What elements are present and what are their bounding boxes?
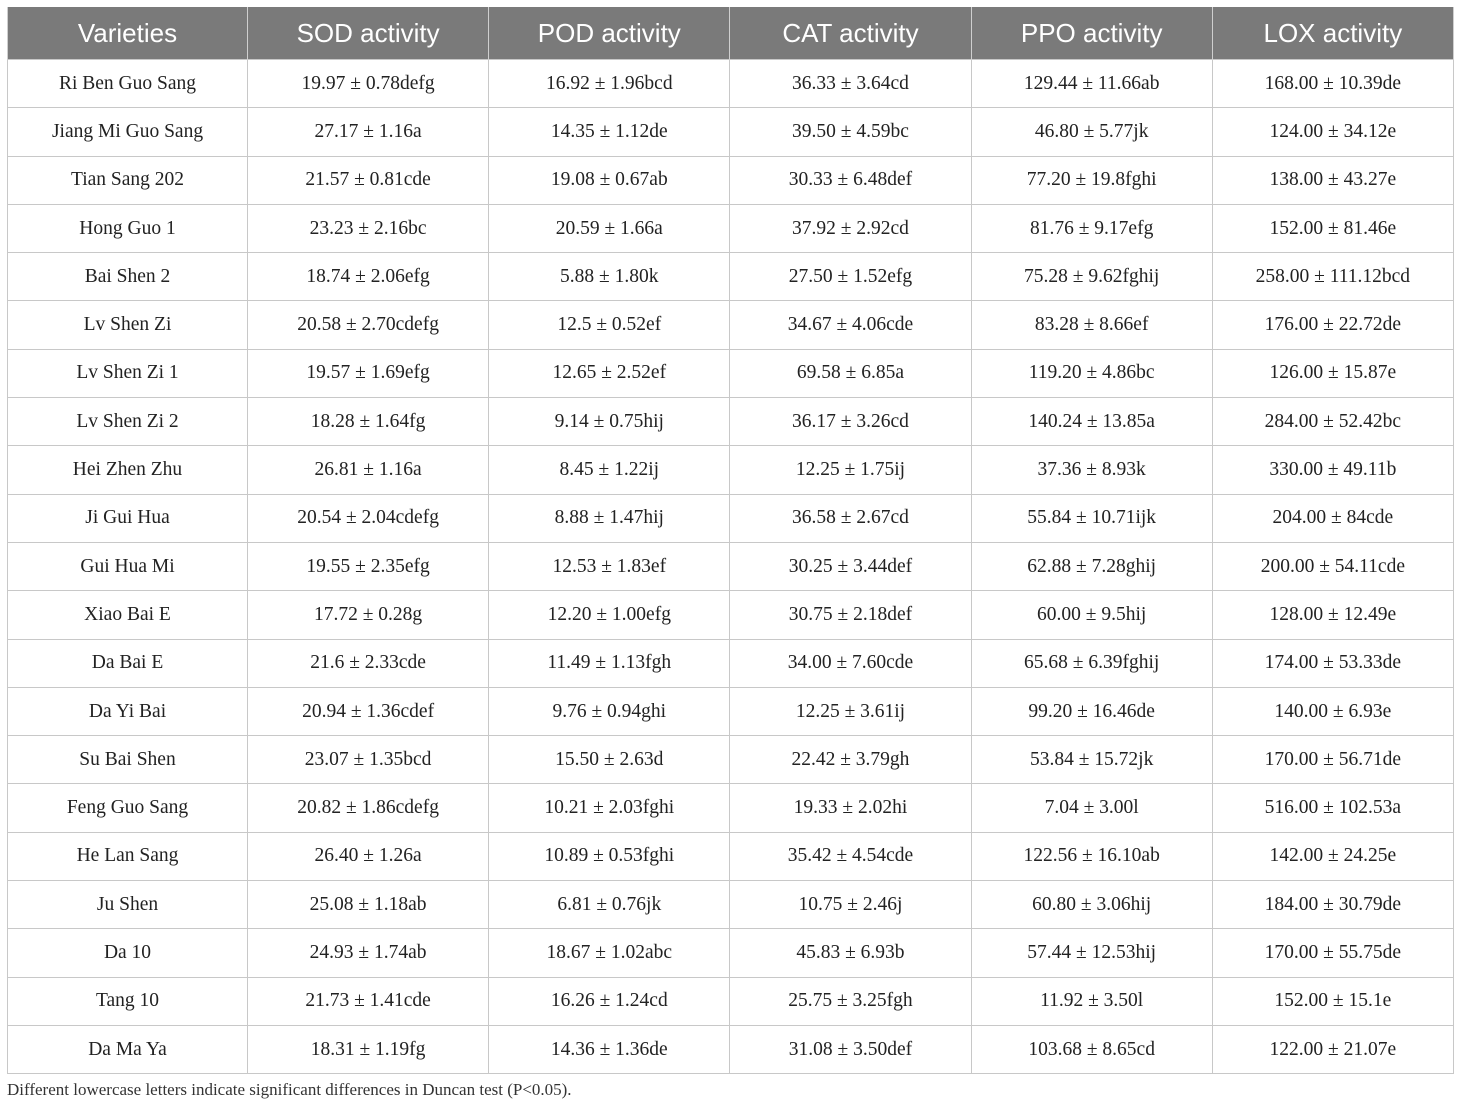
value-cell: 27.17 ± 1.16a: [248, 108, 489, 156]
value-cell: 124.00 ± 34.12e: [1212, 108, 1453, 156]
value-cell: 103.68 ± 8.65cd: [971, 1025, 1212, 1073]
value-cell: 122.56 ± 16.10ab: [971, 832, 1212, 880]
value-cell: 12.5 ± 0.52ef: [489, 301, 730, 349]
value-cell: 99.20 ± 16.46de: [971, 687, 1212, 735]
value-cell: 20.94 ± 1.36cdef: [248, 687, 489, 735]
table-footnote: Different lowercase letters indicate significant differences in Duncan test (P<0.05).: [7, 1080, 572, 1099]
value-cell: 20.58 ± 2.70cdefg: [248, 301, 489, 349]
value-cell: 26.40 ± 1.26a: [248, 832, 489, 880]
value-cell: 5.88 ± 1.80k: [489, 253, 730, 301]
value-cell: 81.76 ± 9.17efg: [971, 204, 1212, 252]
value-cell: 8.45 ± 1.22ij: [489, 446, 730, 494]
value-cell: 16.92 ± 1.96bcd: [489, 60, 730, 108]
value-cell: 60.00 ± 9.5hij: [971, 591, 1212, 639]
value-cell: 16.26 ± 1.24cd: [489, 977, 730, 1025]
value-cell: 62.88 ± 7.28ghij: [971, 542, 1212, 590]
table-row: [8, 784, 1454, 832]
value-cell: 122.00 ± 21.07e: [1212, 1025, 1453, 1073]
value-cell: 57.44 ± 12.53hij: [971, 929, 1212, 977]
value-cell: 34.67 ± 4.06cde: [730, 301, 971, 349]
value-cell: 45.83 ± 6.93b: [730, 929, 971, 977]
value-cell: 77.20 ± 19.8fghi: [971, 156, 1212, 204]
column-header: LOX activity: [1212, 7, 1453, 60]
value-cell: 330.00 ± 49.11b: [1212, 446, 1453, 494]
table-row: [8, 1025, 1454, 1073]
value-cell: 12.25 ± 3.61ij: [730, 687, 971, 735]
table-row: [8, 494, 1454, 542]
table-header: [8, 7, 1454, 60]
value-cell: 126.00 ± 15.87e: [1212, 349, 1453, 397]
value-cell: 39.50 ± 4.59bc: [730, 108, 971, 156]
table-row: [8, 687, 1454, 735]
value-cell: 55.84 ± 10.71ijk: [971, 494, 1212, 542]
table-row: [8, 253, 1454, 301]
value-cell: 30.33 ± 6.48def: [730, 156, 971, 204]
value-cell: 60.80 ± 3.06hij: [971, 881, 1212, 929]
table-row: [8, 398, 1454, 446]
table-row: [8, 60, 1454, 108]
value-cell: 46.80 ± 5.77jk: [971, 108, 1212, 156]
column-header: POD activity: [489, 7, 730, 60]
value-cell: 128.00 ± 12.49e: [1212, 591, 1453, 639]
value-cell: 34.00 ± 7.60cde: [730, 639, 971, 687]
value-cell: 10.89 ± 0.53fghi: [489, 832, 730, 880]
table-row: [8, 736, 1454, 784]
variety-cell: Da Ma Ya: [8, 1025, 248, 1073]
table-row: [8, 929, 1454, 977]
value-cell: 176.00 ± 22.72de: [1212, 301, 1453, 349]
value-cell: 23.07 ± 1.35bcd: [248, 736, 489, 784]
value-cell: 174.00 ± 53.33de: [1212, 639, 1453, 687]
table-row: [8, 832, 1454, 880]
value-cell: 27.50 ± 1.52efg: [730, 253, 971, 301]
value-cell: 204.00 ± 84cde: [1212, 494, 1453, 542]
enzyme-activity-table: [7, 7, 1454, 1074]
value-cell: 6.81 ± 0.76jk: [489, 881, 730, 929]
value-cell: 36.58 ± 2.67cd: [730, 494, 971, 542]
value-cell: 18.31 ± 1.19fg: [248, 1025, 489, 1073]
value-cell: 140.24 ± 13.85a: [971, 398, 1212, 446]
variety-cell: Jiang Mi Guo Sang: [8, 108, 248, 156]
variety-cell: Tian Sang 202: [8, 156, 248, 204]
value-cell: 37.92 ± 2.92cd: [730, 204, 971, 252]
value-cell: 21.6 ± 2.33cde: [248, 639, 489, 687]
table-row: [8, 156, 1454, 204]
value-cell: 21.73 ± 1.41cde: [248, 977, 489, 1025]
value-cell: 25.08 ± 1.18ab: [248, 881, 489, 929]
value-cell: 36.17 ± 3.26cd: [730, 398, 971, 446]
value-cell: 75.28 ± 9.62fghij: [971, 253, 1212, 301]
table-row: [8, 542, 1454, 590]
value-cell: 138.00 ± 43.27e: [1212, 156, 1453, 204]
column-header: PPO activity: [971, 7, 1212, 60]
variety-cell: Lv Shen Zi 1: [8, 349, 248, 397]
variety-cell: Hong Guo 1: [8, 204, 248, 252]
value-cell: 53.84 ± 15.72jk: [971, 736, 1212, 784]
value-cell: 170.00 ± 55.75de: [1212, 929, 1453, 977]
value-cell: 18.28 ± 1.64fg: [248, 398, 489, 446]
value-cell: 19.33 ± 2.02hi: [730, 784, 971, 832]
value-cell: 21.57 ± 0.81cde: [248, 156, 489, 204]
table-row: [8, 591, 1454, 639]
value-cell: 516.00 ± 102.53a: [1212, 784, 1453, 832]
variety-cell: Ri Ben Guo Sang: [8, 60, 248, 108]
value-cell: 35.42 ± 4.54cde: [730, 832, 971, 880]
value-cell: 20.59 ± 1.66a: [489, 204, 730, 252]
value-cell: 11.92 ± 3.50l: [971, 977, 1212, 1025]
value-cell: 31.08 ± 3.50def: [730, 1025, 971, 1073]
table-row: [8, 639, 1454, 687]
value-cell: 83.28 ± 8.66ef: [971, 301, 1212, 349]
value-cell: 23.23 ± 2.16bc: [248, 204, 489, 252]
variety-cell: Hei Zhen Zhu: [8, 446, 248, 494]
value-cell: 8.88 ± 1.47hij: [489, 494, 730, 542]
value-cell: 30.75 ± 2.18def: [730, 591, 971, 639]
value-cell: 24.93 ± 1.74ab: [248, 929, 489, 977]
table-row: [8, 349, 1454, 397]
value-cell: 9.14 ± 0.75hij: [489, 398, 730, 446]
column-header: SOD activity: [248, 7, 489, 60]
variety-cell: Bai Shen 2: [8, 253, 248, 301]
value-cell: 12.20 ± 1.00efg: [489, 591, 730, 639]
value-cell: 152.00 ± 81.46e: [1212, 204, 1453, 252]
table-row: [8, 301, 1454, 349]
value-cell: 18.67 ± 1.02abc: [489, 929, 730, 977]
value-cell: 140.00 ± 6.93e: [1212, 687, 1453, 735]
variety-cell: Lv Shen Zi: [8, 301, 248, 349]
value-cell: 9.76 ± 0.94ghi: [489, 687, 730, 735]
value-cell: 258.00 ± 111.12bcd: [1212, 253, 1453, 301]
value-cell: 25.75 ± 3.25fgh: [730, 977, 971, 1025]
table-body: [8, 60, 1454, 1074]
value-cell: 142.00 ± 24.25e: [1212, 832, 1453, 880]
table-row: [8, 108, 1454, 156]
value-cell: 19.55 ± 2.35efg: [248, 542, 489, 590]
value-cell: 14.35 ± 1.12de: [489, 108, 730, 156]
value-cell: 22.42 ± 3.79gh: [730, 736, 971, 784]
value-cell: 284.00 ± 52.42bc: [1212, 398, 1453, 446]
value-cell: 69.58 ± 6.85a: [730, 349, 971, 397]
variety-cell: He Lan Sang: [8, 832, 248, 880]
value-cell: 10.21 ± 2.03fghi: [489, 784, 730, 832]
value-cell: 37.36 ± 8.93k: [971, 446, 1212, 494]
table-row: [8, 881, 1454, 929]
variety-cell: Gui Hua Mi: [8, 542, 248, 590]
value-cell: 30.25 ± 3.44def: [730, 542, 971, 590]
variety-cell: Xiao Bai E: [8, 591, 248, 639]
value-cell: 18.74 ± 2.06efg: [248, 253, 489, 301]
table-row: [8, 977, 1454, 1025]
column-header: Varieties: [8, 7, 248, 60]
value-cell: 12.53 ± 1.83ef: [489, 542, 730, 590]
value-cell: 36.33 ± 3.64cd: [730, 60, 971, 108]
table-row: [8, 446, 1454, 494]
column-header: CAT activity: [730, 7, 971, 60]
variety-cell: Da Bai E: [8, 639, 248, 687]
value-cell: 20.54 ± 2.04cdefg: [248, 494, 489, 542]
value-cell: 26.81 ± 1.16a: [248, 446, 489, 494]
variety-cell: Lv Shen Zi 2: [8, 398, 248, 446]
value-cell: 65.68 ± 6.39fghij: [971, 639, 1212, 687]
value-cell: 20.82 ± 1.86cdefg: [248, 784, 489, 832]
value-cell: 17.72 ± 0.28g: [248, 591, 489, 639]
table-row: [8, 204, 1454, 252]
value-cell: 12.65 ± 2.52ef: [489, 349, 730, 397]
variety-cell: Ju Shen: [8, 881, 248, 929]
value-cell: 15.50 ± 2.63d: [489, 736, 730, 784]
header-row: [8, 7, 1454, 60]
variety-cell: Feng Guo Sang: [8, 784, 248, 832]
variety-cell: Tang 10: [8, 977, 248, 1025]
value-cell: 19.57 ± 1.69efg: [248, 349, 489, 397]
variety-cell: Da 10: [8, 929, 248, 977]
value-cell: 119.20 ± 4.86bc: [971, 349, 1212, 397]
value-cell: 184.00 ± 30.79de: [1212, 881, 1453, 929]
enzyme-activity-table-container: [7, 7, 1453, 1074]
value-cell: 7.04 ± 3.00l: [971, 784, 1212, 832]
variety-cell: Da Yi Bai: [8, 687, 248, 735]
value-cell: 168.00 ± 10.39de: [1212, 60, 1453, 108]
variety-cell: Ji Gui Hua: [8, 494, 248, 542]
value-cell: 11.49 ± 1.13fgh: [489, 639, 730, 687]
value-cell: 10.75 ± 2.46j: [730, 881, 971, 929]
variety-cell: Su Bai Shen: [8, 736, 248, 784]
value-cell: 14.36 ± 1.36de: [489, 1025, 730, 1073]
value-cell: 170.00 ± 56.71de: [1212, 736, 1453, 784]
value-cell: 129.44 ± 11.66ab: [971, 60, 1212, 108]
value-cell: 200.00 ± 54.11cde: [1212, 542, 1453, 590]
value-cell: 19.97 ± 0.78defg: [248, 60, 489, 108]
value-cell: 152.00 ± 15.1e: [1212, 977, 1453, 1025]
value-cell: 19.08 ± 0.67ab: [489, 156, 730, 204]
value-cell: 12.25 ± 1.75ij: [730, 446, 971, 494]
